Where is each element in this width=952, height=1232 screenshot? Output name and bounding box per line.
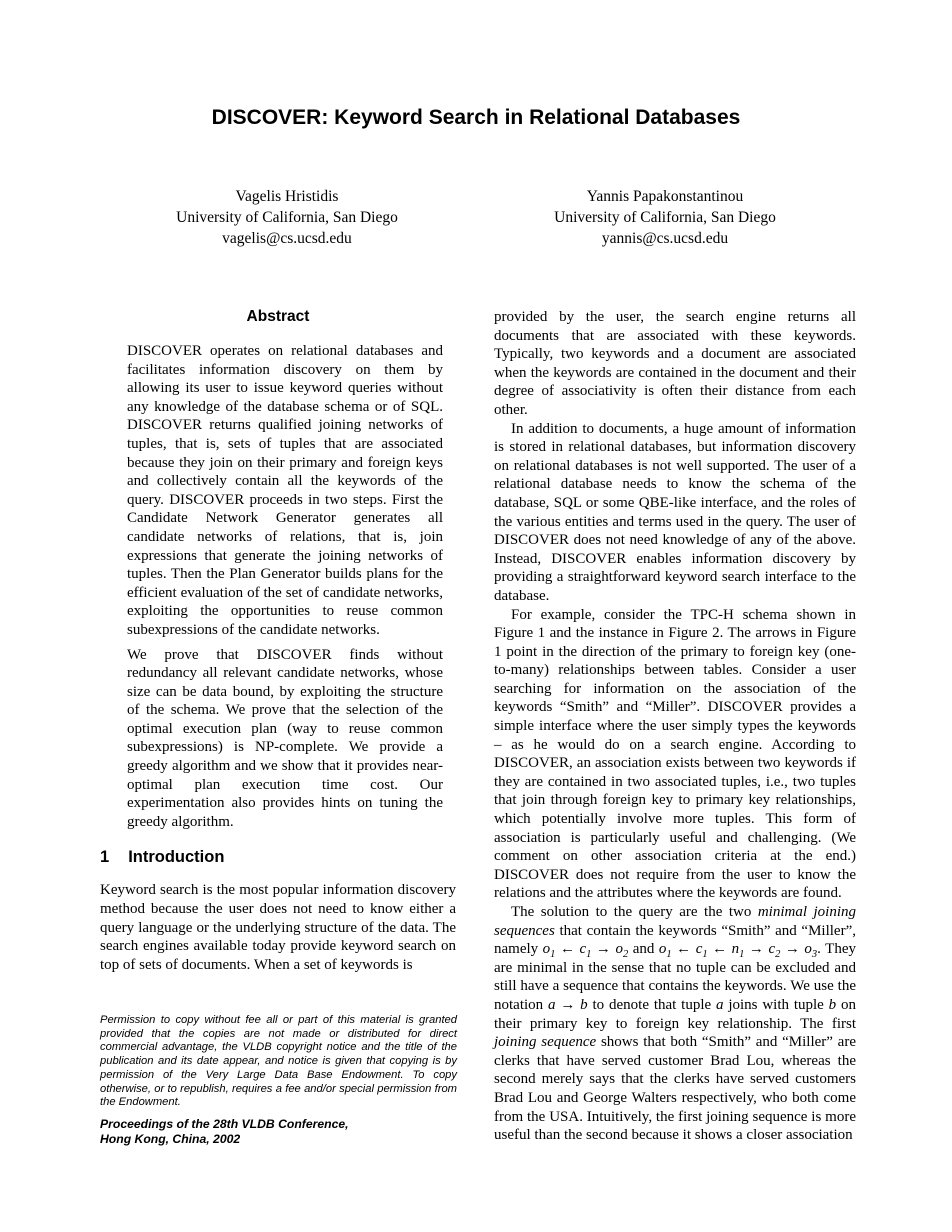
author-2-name: Yannis Papakonstantinou <box>586 188 744 205</box>
proceedings-line-1: Proceedings of the 28th VLDB Conference, <box>100 1116 349 1131</box>
author-1-affiliation: University of California, San Diego <box>176 209 398 226</box>
section-1-number: 1 <box>100 848 110 867</box>
permission-notice: Permission to copy without fee all or part of this material is granted provided that the copies are not made or distributed for direct commercial advantage, the VLDB copyright notice and the title of the publication and its date appear, and notice is given that copying is by permission of the Very Large Data Base Endowment. To copy otherwise, or to republish, requires a fee and/or special permission from the Endowment. <box>100 1014 457 1109</box>
author-2 <box>476 186 854 249</box>
body-paragraph-4: The solution to the query are the two minimal joining sequences that contain the keywords “Smith” and “Miller”, namely $o_1$ ← $c_1 \to o_2$ and $o_1$ ← $c_1$ ← $n_1 \to c_2 \to o_3$. They are minimal in the sense that no tuple can be excluded and still have a sequence that contains the keywords. We use the notation a → b to denote that tuple a joins with tuple b on their primary key to foreign key relationship. The first joining sequence shows that both “Smith” and “Miller” are clerks that have served customer Brad Lou, whereas the second merely says that the clerks have served customers Brad Lou and George Walters respectively, who both come from the USA. Intuitively, the first joining sequence is more useful than the second because it shows a closer association <box>494 904 856 1144</box>
abstract-paragraph-2: We prove that DISCOVER finds without redundancy all relevant candidate networks, whose size can be data bound, by exploiting the structure of the schema. We prove that the selection of the optimal execution plan (way to reuse common subexpressions) is NP-complete. We provide a greedy algorithm and we show that it provides near-optimal plan execution time cost. Our experimentation also provides hints on tuning the greedy algorithm. <box>127 646 443 830</box>
author-1-name: Vagelis Hristidis <box>235 188 339 205</box>
body-paragraph-3: For example, consider the TPC-H schema shown in Figure 1 and the instance in Figure 2. The arrows in Figure 1 point in the direction of the primary to foreign key (one-to-many) relationships between tables. Consider a user searching for information on the association of the keywords “Smith” and “Miller”. DISCOVER provides a simple interface where the user simply types the keywords – as he would do on a search engine. According to DISCOVER, an association exists between two keywords if they are contained in two associated tuples, i.e., two tuples that join through foreign key to primary key relationships, which potentially involve more tuples. This form of association is particularly useful and challenging. (We comment on other association criteria at the end.) DISCOVER does not require from the user to know the relations and the attributes where the keywords are found. <box>494 606 856 902</box>
author-2-affiliation: University of California, San Diego <box>554 209 776 226</box>
paper-title: DISCOVER: Keyword Search in Relational Databases <box>211 106 741 129</box>
abstract-body <box>100 342 456 831</box>
body-paragraph-2: In addition to documents, a huge amount of information is stored in relational databases, but information discovery on relational databases is not well supported. The user of a relational database needs to know the schema of the database, SQL or some QBE-like interface, and the roles of the various entities and terms used in the query. The user of DISCOVER does not need knowledge of any of the above. Instead, DISCOVER enables information discovery by providing a straightforward keyword search interface to the database. <box>494 420 856 604</box>
author-1-email: vagelis@cs.ucsd.edu <box>222 230 352 247</box>
abstract-paragraph-1: DISCOVER operates on relational databases and facilitates information discovery on them by allowing its user to issue keyword queries without any knowledge of the database schema or of SQL. DISCOVER returns qualified joining networks of tuples, that is, sets of tuples that are associated because they join on their primary and foreign keys and collectively contain all the keywords of the query. DISCOVER proceeds in two steps. First the Candidate Network Generator generates all candidate networks of relations, that is, join expressions that generate the joining networks of tuples. Then the Plan Generator builds plans for the efficient evaluation of the set of candidate networks, exploiting the opportunities to reuse common subexpressions of the candidate networks. <box>127 343 443 638</box>
copyright-footnote <box>100 1014 457 1148</box>
intro-paragraph-1: Keyword search is the most popular information discovery method because the user does not need to know either a query language or the underlying structure of the data. The search engines available today provide keyword search on top of sets of documents. When a set of keywords is <box>100 882 456 973</box>
right-column <box>494 308 856 1145</box>
author-1 <box>98 186 476 249</box>
proceedings-line-2: Hong Kong, China, 2002 <box>100 1132 241 1147</box>
body-paragraph-1: provided by the user, the search engine returns all documents that are associated with these keywords. Typically, two keywords and a document are associated when the keywords are contained in the document and their degree of associativity is often their distance from each other. <box>494 309 856 418</box>
author-2-email: yannis@cs.ucsd.edu <box>601 230 729 247</box>
section-1-title: Introduction <box>128 848 225 867</box>
section-1-heading <box>100 848 456 867</box>
proceedings-citation <box>100 1117 457 1148</box>
author-block <box>98 186 854 249</box>
abstract-heading: Abstract <box>246 308 310 325</box>
